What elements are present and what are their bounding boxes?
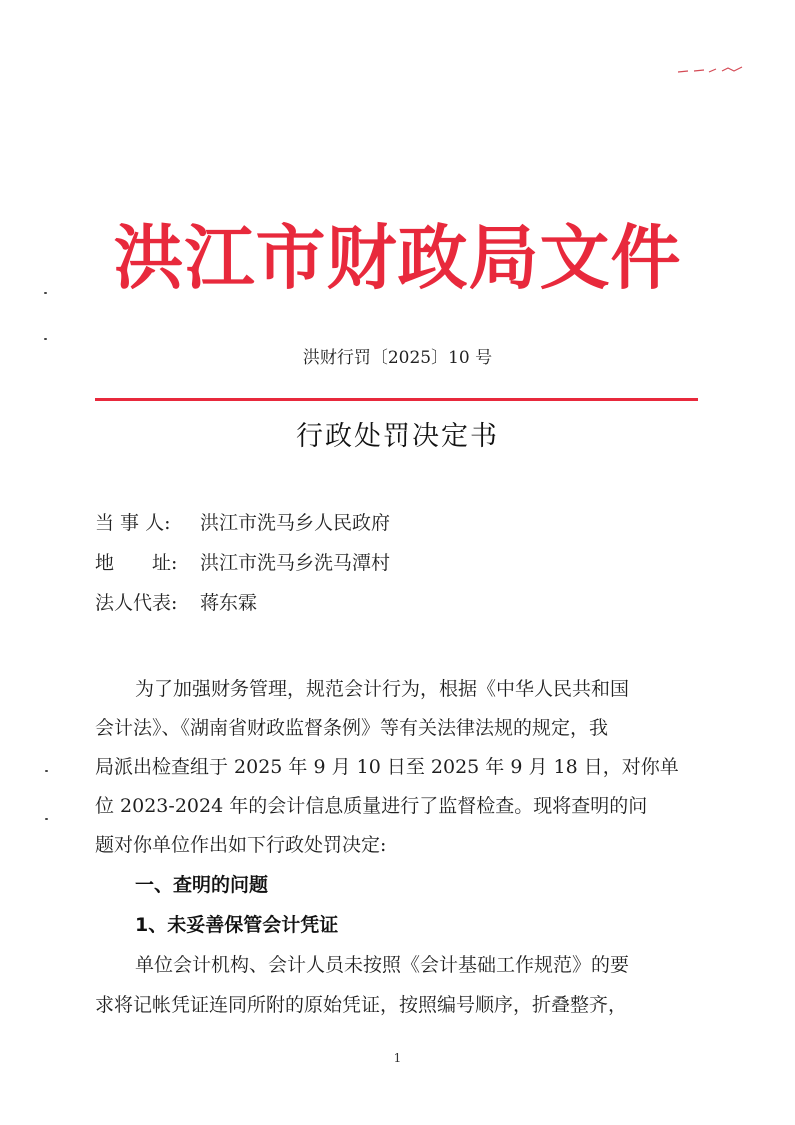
legal-rep-row	[95, 589, 257, 617]
binding-mark	[45, 770, 48, 772]
document-title: 行政处罚决定书	[296, 421, 499, 452]
issuer-masthead: 洪江市财政局文件	[113, 216, 682, 299]
binding-mark	[44, 338, 47, 340]
paragraph-line: 题对你单位作出如下行政处罚决定:	[95, 834, 387, 856]
address-label: 地 址:	[95, 552, 178, 574]
party-row	[95, 509, 390, 537]
section-heading: 一、查明的问题	[135, 874, 269, 896]
corner-handwritten-mark	[676, 66, 746, 74]
paragraph-line: 单位会计机构、会计人员未按照《会计基础工作规范》的要	[135, 954, 630, 976]
page-number: 1	[393, 1051, 402, 1065]
document-number: 洪财行罚〔2025〕10 号	[302, 348, 493, 368]
paragraph-line: 求将记帐凭证连同所附的原始凭证，按照编号顺序，折叠整齐，	[95, 994, 628, 1016]
binding-mark	[45, 818, 48, 820]
paragraph-line: 为了加强财务管理，规范会计行为，根据《中华人民共和国	[135, 678, 630, 700]
subsection-heading: 1、未妥善保管会计凭证	[135, 914, 339, 936]
paragraph-line: 局派出检查组于 2025 年 9 月 10 日至 2025 年 9 月 18 日，对你单	[95, 756, 679, 778]
red-separator-line	[95, 398, 698, 401]
legal-rep-value: 蒋东霖	[200, 592, 258, 614]
address-value: 洪江市洗马乡洗马潭村	[200, 552, 391, 574]
party-label: 当 事 人:	[95, 512, 171, 534]
binding-mark	[44, 292, 47, 294]
party-value: 洪江市洗马乡人民政府	[200, 512, 391, 534]
paragraph-line: 位 2023-2024 年的会计信息质量进行了监督检查。现将查明的问	[95, 795, 648, 817]
legal-rep-label: 法人代表:	[95, 592, 178, 614]
paragraph-line: 会计法》、《湖南省财政监督条例》等有关法律法规的规定，我	[95, 717, 609, 739]
address-row	[95, 549, 390, 577]
